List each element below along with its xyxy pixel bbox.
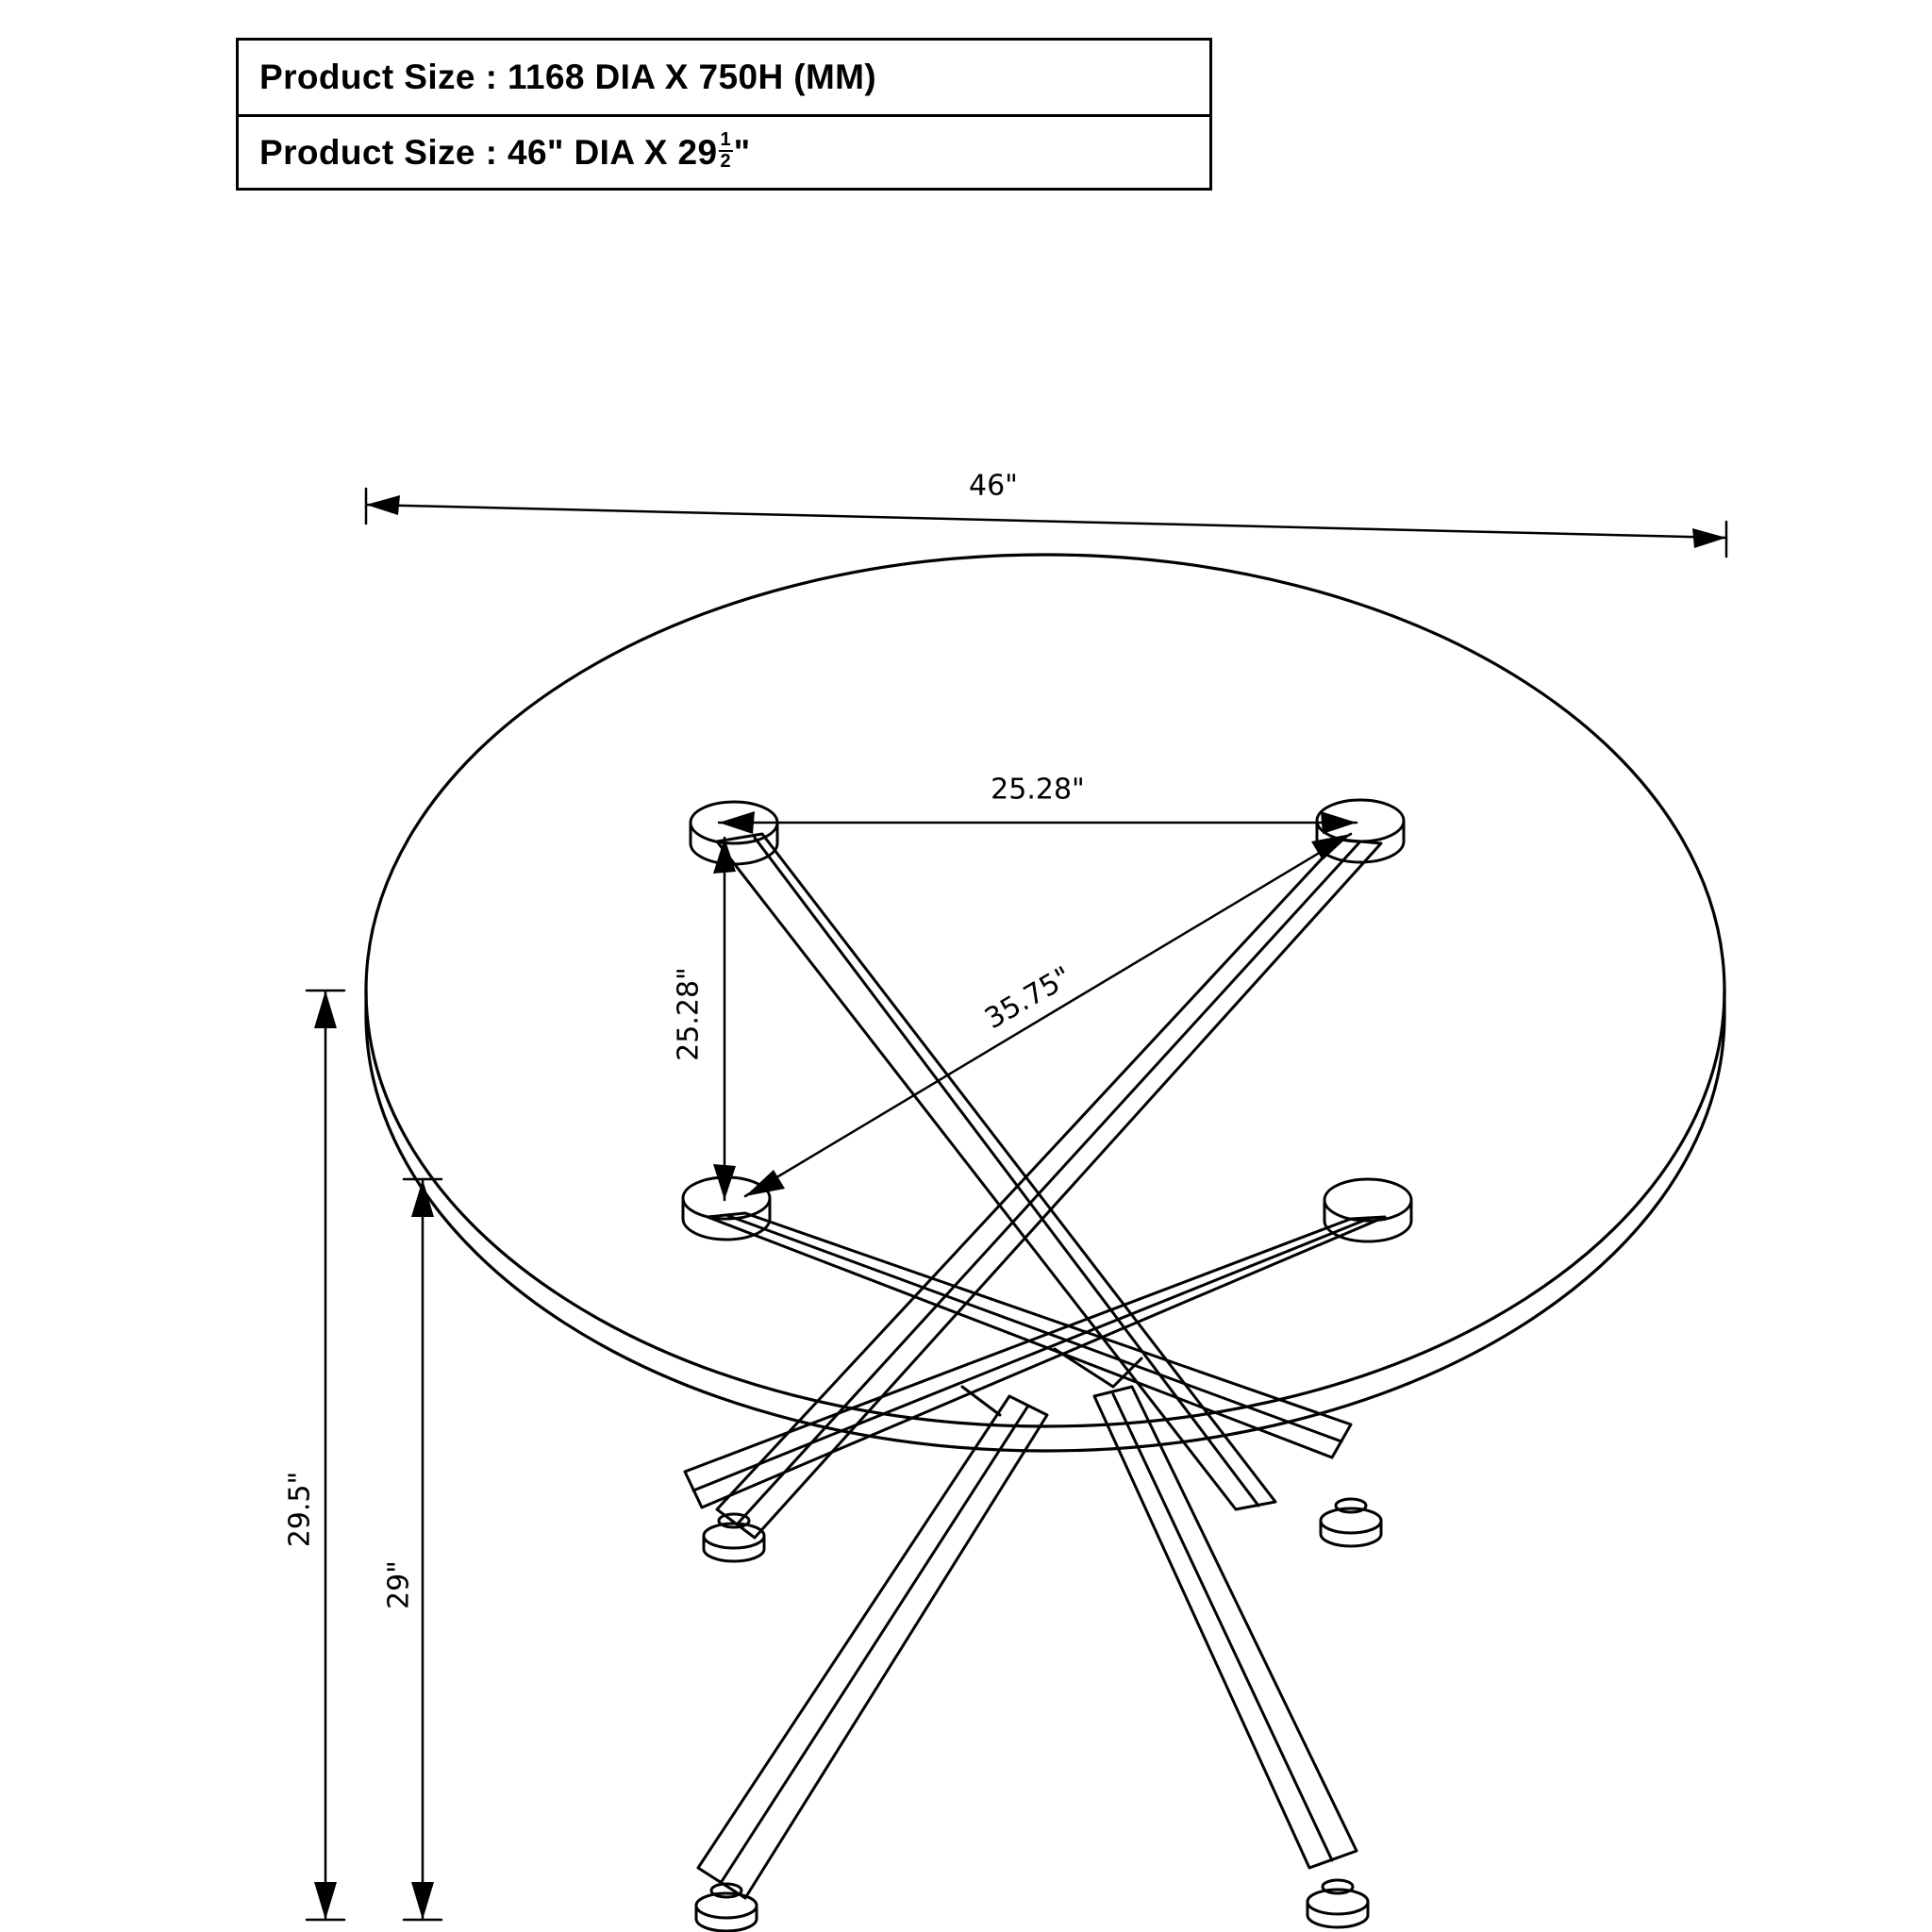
product-size-imperial-suffix: " (733, 132, 751, 172)
foot-glide-front-left (696, 1884, 757, 1931)
product-size-metric-label: Product Size : 1168 DIA X 750H (MM) (259, 58, 877, 96)
leg-bottom-left-to-right-foot (708, 1213, 1351, 1457)
leg-top-left-to-bottom-right (717, 834, 1275, 1509)
dimension-label-top-width: 46" (963, 470, 1024, 503)
dimension-label-brace-vertical: 25.28" (673, 961, 706, 1067)
fraction-denominator: 2 (720, 150, 731, 172)
dimension-label-brace-diagonal: 35.75" (974, 958, 1082, 1039)
foot-glide-front-right (1307, 1880, 1368, 1927)
leg-right-pad-to-left-foot (685, 1217, 1385, 1507)
dimension-line-overall-height (307, 991, 344, 1920)
dimension-label-brace-horizontal: 25.28" (985, 774, 1091, 807)
glass-top-thickness (366, 1015, 1724, 1451)
fraction-numerator: 1 (720, 129, 731, 151)
dimension-line-top-width (366, 489, 1726, 557)
foot-glide-right-mid (1321, 1499, 1381, 1546)
leg-top-right-to-bottom-left (717, 840, 1381, 1538)
product-size-imperial-prefix: Product Size : 46" DIA X 29 (259, 132, 718, 172)
dimension-line-base-height (404, 1179, 441, 1920)
leg-front-right-lower (1094, 1387, 1357, 1868)
dimension-label-base-height: 29" (383, 1555, 416, 1615)
leg-mount-pad-top-left (691, 802, 777, 864)
dimension-label-overall-height: 29.5" (284, 1466, 317, 1554)
